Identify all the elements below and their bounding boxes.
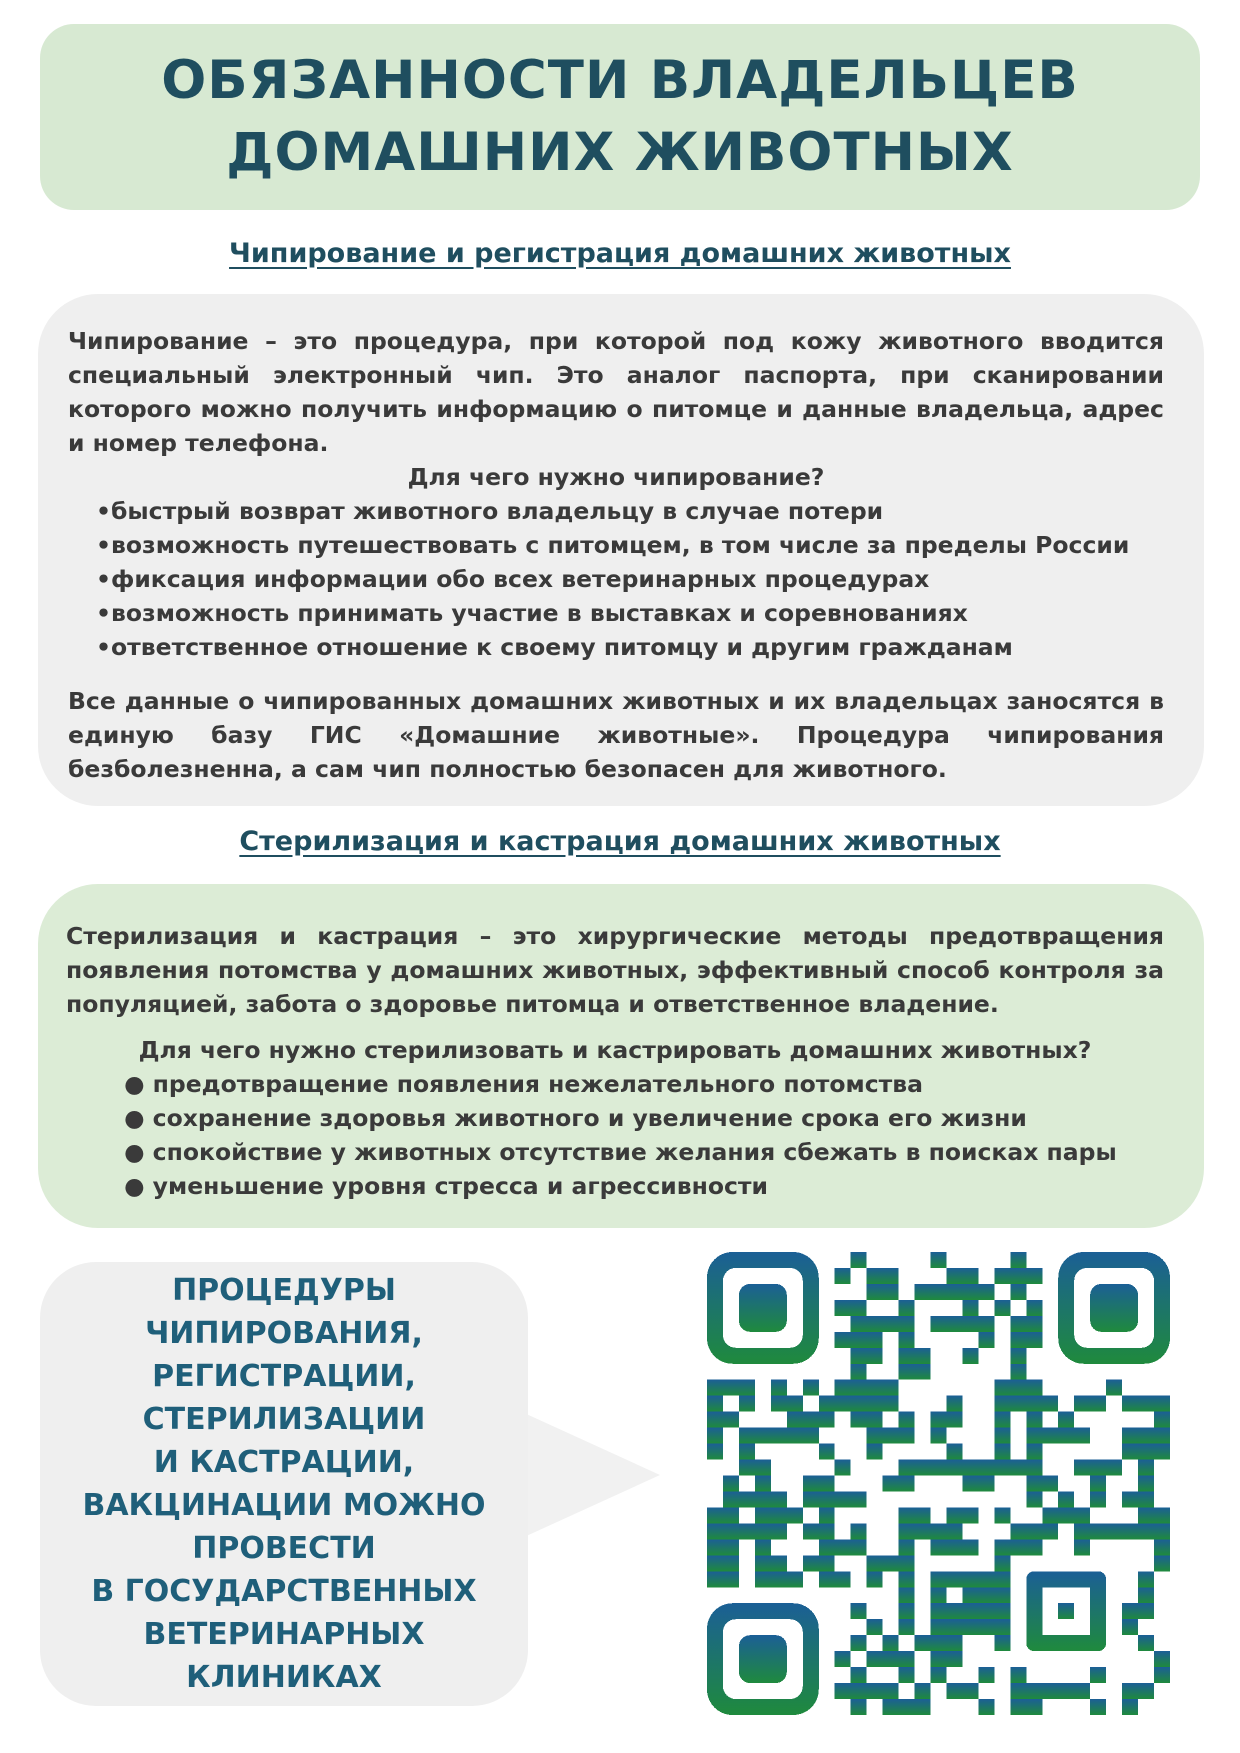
sterilization-intro: Стерилизация и кастрация – это хирургические методы предотвращения появления потомства у домашних животных, эффективный способ контроля за популяцией, забота о здоровье питомца и ответственное владение. xyxy=(66,922,1164,1018)
section-heading-sterilization: Стерилизация и кастрация домашних животных xyxy=(239,826,1001,857)
page-title-line-1: ОБЯЗАННОСТИ ВЛАДЕЛЬЦЕВ xyxy=(161,50,1079,111)
title-banner xyxy=(40,24,1200,210)
chipping-intro: Чипирование – это процедура, при которой под кожу животного вводится специальный электронный чип. Это аналог паспорта, при сканировании которого можно получить информацию о питомце и данные владельца, адрес и номер телефона. xyxy=(68,327,1164,457)
chipping-question: Для чего нужно чипирование? xyxy=(407,463,825,491)
list-item: ● уменьшение уровня стресса и агрессивности xyxy=(124,1172,768,1200)
callout-line: РЕГИСТРАЦИИ, xyxy=(152,1359,416,1394)
callout-line: В ГОСУДАРСТВЕННЫХ xyxy=(91,1574,477,1609)
chipping-outro: Все данные о чипированных домашних животных и их владельцах заносятся в единую базу ГИС «Домашние животные». Процедура чипирования безболезненна, а сам чип полностью безопасен для животного. xyxy=(68,687,1164,783)
list-item: •фиксация информации обо всех ветеринарных процедурах xyxy=(96,565,930,593)
callout-line: ВЕТЕРИНАРНЫХ xyxy=(143,1617,425,1652)
callout-line: ПРОВЕСТИ xyxy=(192,1531,376,1566)
sterilization-card xyxy=(38,884,1204,1228)
clinics-callout xyxy=(40,1262,528,1706)
section-heading-chipping: Чипирование и регистрация домашних животных xyxy=(229,238,1011,269)
list-item: •возможность принимать участие в выставках и соревнованиях xyxy=(96,599,968,627)
qr-code-icon[interactable] xyxy=(707,1252,1170,1715)
list-item: ● спокойствие у животных отсутствие желания сбежать в поисках пары xyxy=(124,1138,1117,1166)
callout-line: ПРОЦЕДУРЫ xyxy=(172,1273,396,1308)
list-item: •быстрый возврат животного владельцу в случае потери xyxy=(96,497,884,525)
list-item: •возможность путешествовать с питомцем, в том числе за пределы России xyxy=(96,531,1130,559)
page-title-line-2: ДОМАШНИХ ЖИВОТНЫХ xyxy=(226,122,1014,183)
callout-line: ЧИПИРОВАНИЯ, xyxy=(145,1316,423,1351)
callout-line: КЛИНИКАХ xyxy=(186,1660,382,1695)
callout-line: И КАСТРАЦИИ, xyxy=(153,1445,415,1480)
list-item: ● предотвращение появления нежелательного потомства xyxy=(124,1070,923,1098)
callout-line: СТЕРИЛИЗАЦИИ xyxy=(142,1402,426,1437)
chipping-card xyxy=(38,294,1204,806)
list-item: •ответственное отношение к своему питомцу и другим гражданам xyxy=(96,633,1013,661)
sterilization-question: Для чего нужно стерилизовать и кастрировать домашних животных? xyxy=(138,1036,1092,1064)
list-item: ● сохранение здоровья животного и увеличение срока его жизни xyxy=(124,1104,1027,1132)
callout-line: ВАКЦИНАЦИИ МОЖНО xyxy=(82,1488,486,1523)
chipping-benefits-list xyxy=(68,494,1164,664)
sterilization-benefits-list xyxy=(66,1067,1164,1203)
